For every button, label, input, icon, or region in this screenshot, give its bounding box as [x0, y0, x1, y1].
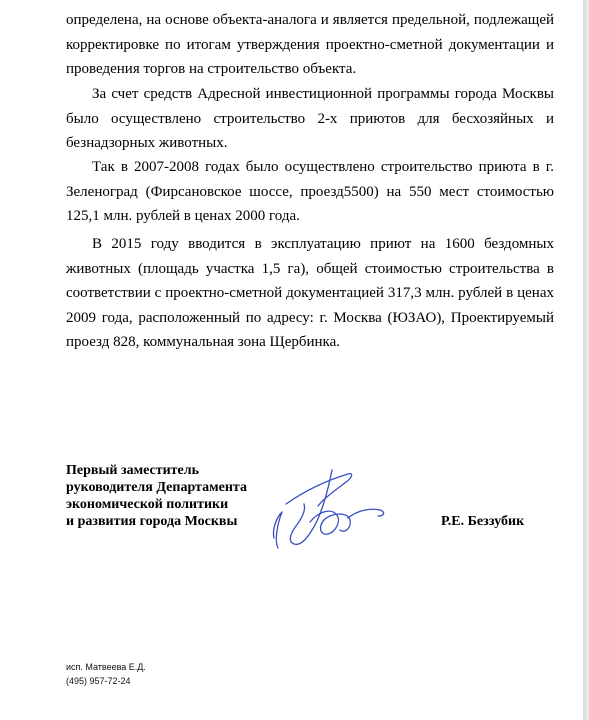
paragraph-4: В 2015 году вводится в эксплуатацию приют на 1600 бездомных животных (площадь участка 1,5 га), общей стоимостью строительства в соответствии с проектно-сметной документацией 317,3 млн. рублей в ценах 2009 года, расположенный по адресу: г. Москва (ЮЗАО), Проектируемый проезд 828, коммунальная зона Щербинка.: [66, 236, 554, 350]
signatory-title-line: Первый заместитель: [66, 463, 199, 478]
signatory-name: Р.Е. Беззубик: [441, 514, 525, 529]
paragraph-1: определена, на основе объекта-аналога и является предельной, подлежащей корректировке по итогам утверждения проектно-сметной документации и проведения торгов на строительство объекта.: [66, 12, 554, 77]
handwritten-signature: [266, 460, 396, 560]
document-footer: [66, 660, 146, 688]
signatory-title-line: экономической политики: [66, 497, 229, 512]
signatory-title-line: руководителя Департамента: [66, 480, 247, 495]
paragraph-2: За счет средств Адресной инвестиционной программы города Москвы было осуществлено строительство 2-х приютов для бесхозяйных и безнадзорных животных.: [66, 86, 554, 151]
signatory-title: [66, 462, 266, 530]
executor-text: исп. Матвеева Е.Д.: [66, 662, 146, 672]
executor-phone: (495) 957-72-24: [66, 676, 131, 686]
signatory-title-line: и развития города Москвы: [66, 514, 238, 529]
page-edge: [583, 0, 589, 720]
paragraph-3: Так в 2007-2008 годах было осуществлено строительство приюта в г. Зеленоград (Фирсановское шоссе, проезд5500) на 550 мест стоимостью 125,1 млн. рублей в ценах 2000 года.: [66, 159, 554, 224]
